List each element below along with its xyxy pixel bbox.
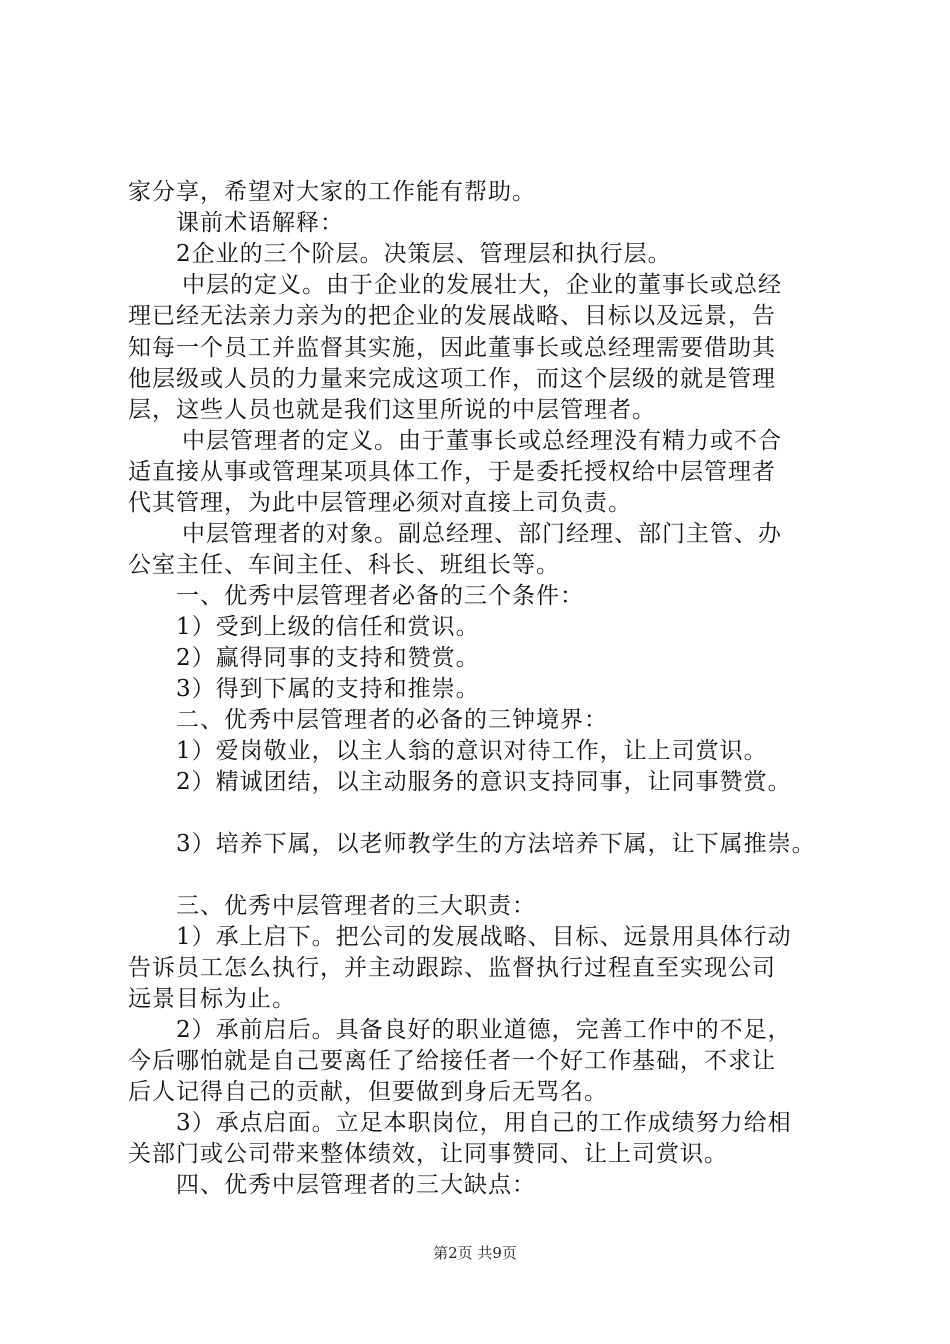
text-line: 中层管理者的定义。由于董事长或总经理没有精力或不合 <box>182 428 782 454</box>
text-line: 关部门或公司带来整体绩效，让同事赞同、让上司赏识。 <box>128 1141 728 1167</box>
text-line: 二、优秀中层管理者的必备的三钟境界： <box>176 707 608 733</box>
text-line: 课前术语解释： <box>176 210 344 236</box>
text-line: 中层的定义。由于企业的发展壮大，企业的董事长或总经 <box>182 272 782 298</box>
text-line: 中层管理者的对象。副总经理、部门经理、部门主管、办 <box>182 521 782 547</box>
text-line: 层，这些人员也就是我们这里所说的中层管理者。 <box>128 397 656 423</box>
text-line: 远景目标为止。 <box>128 986 296 1012</box>
text-line: 1）爱岗敬业，以主人翁的意识对待工作，让上司赏识。 <box>176 738 768 764</box>
text-line: 理已经无法亲力亲为的把企业的发展战略、目标以及远景，告 <box>128 303 776 329</box>
text-line: 3）得到下属的支持和推崇。 <box>176 676 480 702</box>
text-line: 1）承上启下。把公司的发展战略、目标、远景用具体行动 <box>176 924 792 950</box>
text-line: 3）承点启面。立足本职岗位，用自己的工作成绩努力给相 <box>176 1110 792 1136</box>
text-line: 他层级或人员的力量来完成这项工作，而这个层级的就是管理 <box>128 366 776 392</box>
text-line: 2）赢得同事的支持和赞赏。 <box>176 645 480 671</box>
text-line: 代其管理，为此中层管理必须对直接上司负责。 <box>128 490 632 516</box>
text-line: 三、优秀中层管理者的三大职责： <box>176 893 536 919</box>
text-line: 2）承前启后。具备良好的职业道德，完善工作中的不足， <box>176 1017 792 1043</box>
text-line: 2）精诚团结，以主动服务的意识支持同事，让同事赞赏。 <box>176 769 792 795</box>
page-number-footer: 第2页 共9页 <box>433 1244 517 1262</box>
text-line: 今后哪怕就是自己要离任了给接任者一个好工作基础，不求让 <box>128 1048 776 1074</box>
text-line: 2企业的三个阶层。决策层、管理层和执行层。 <box>176 241 672 267</box>
text-line: 适直接从事或管理某项具体工作，于是委托授权给中层管理者 <box>128 459 776 485</box>
text-line: 家分享，希望对大家的工作能有帮助。 <box>128 179 536 205</box>
text-line: 3）培养下属，以老师教学生的方法培养下属，让下属推崇。 <box>176 831 816 857</box>
text-line: 1）受到上级的信任和赏识。 <box>176 614 480 640</box>
text-line: 后人记得自己的贡献，但要做到身后无骂名。 <box>128 1079 608 1105</box>
text-line: 四、优秀中层管理者的三大缺点： <box>176 1172 536 1198</box>
text-line: 一、优秀中层管理者必备的三个条件： <box>176 583 584 609</box>
text-line: 告诉员工怎么执行，并主动跟踪、监督执行过程直至实现公司 <box>128 955 776 981</box>
text-line: 知每一个员工并监督其实施，因此董事长或总经理需要借助其 <box>128 335 776 361</box>
text-line: 公室主任、车间主任、科长、班组长等。 <box>128 552 560 578</box>
